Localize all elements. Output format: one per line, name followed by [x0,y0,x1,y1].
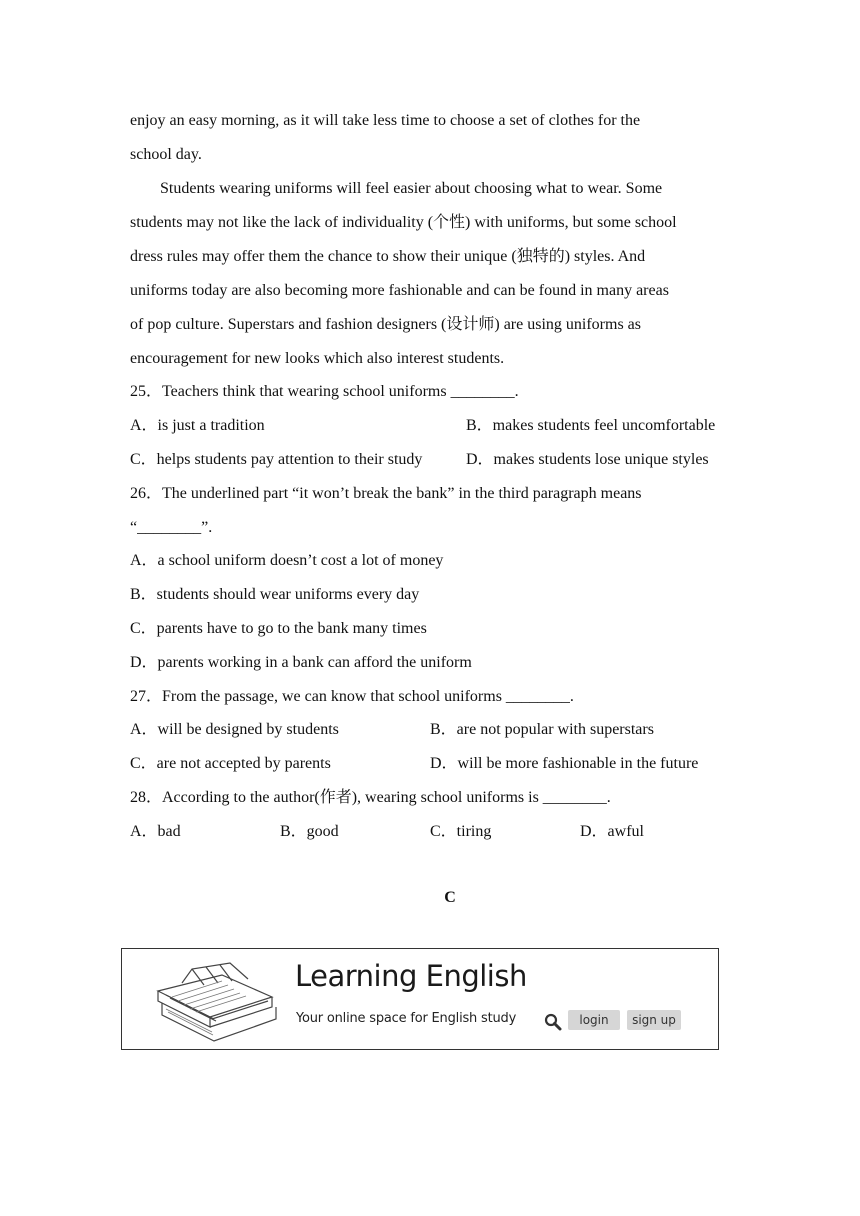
question-26-option-b: B．students should wear uniforms every day [130,586,420,603]
passage-line: Students wearing uniforms will feel easier about choosing what to wear. Some [160,180,663,197]
website-banner [121,948,719,1050]
question-26-stem-continued: “________”. [130,519,213,536]
passage-line: school day. [130,146,202,163]
passage-line: enjoy an easy morning, as it will take less time to choose a set of clothes for the [130,112,641,129]
question-28-option-b: B．good [280,823,339,840]
section-label: C [444,889,456,906]
question-28-option-d: D．awful [580,823,644,840]
question-25-option-a: A．is just a tradition [130,417,265,434]
passage-line: encouragement for new looks which also interest students. [130,350,505,367]
question-26-option-c: C．parents have to go to the bank many times [130,620,427,637]
question-26-option-d: D．parents working in a bank can afford the uniform [130,654,472,671]
question-27-stem: 27．From the passage, we can know that school uniforms ________. [130,688,574,705]
question-25-option-d: D．makes students lose unique styles [466,451,709,468]
banner-subtitle: Your online space for English study [296,1011,517,1026]
question-27-option-b: B．are not popular with superstars [430,721,654,738]
question-25-option-b: B．makes students feel uncomfortable [466,417,716,434]
question-25-option-c: C．helps students pay attention to their study [130,451,423,468]
passage-line: uniforms today are also becoming more fashionable and can be found in many areas [130,282,669,299]
passage-line: dress rules may offer them the chance to show their unique (独特的) styles. And [130,248,646,265]
question-25-stem: 25．Teachers think that wearing school uniforms ________. [130,383,519,400]
passage-line: of pop culture. Superstars and fashion designers (设计师) are using uniforms as [130,316,642,333]
books-illustration [152,961,292,1046]
question-26-stem: 26．The underlined part “it won’t break the bank” in the third paragraph means [130,485,642,502]
question-28-stem: 28．According to the author(作者), wearing school uniforms is ________. [130,789,611,806]
search-icon[interactable] [543,1012,563,1032]
question-27-option-c: C．are not accepted by parents [130,755,331,772]
sign-up-button[interactable]: sign up [627,1010,681,1030]
question-27-option-a: A．will be designed by students [130,721,339,738]
banner-title: Learning English [295,959,527,993]
passage-line: students may not like the lack of individuality (个性) with uniforms, but some school [130,214,677,231]
login-button[interactable]: login [568,1010,620,1030]
question-27-option-d: D．will be more fashionable in the future [430,755,699,772]
question-28-option-a: A．bad [130,823,181,840]
question-28-option-c: C．tiring [430,823,492,840]
question-26-option-a: A．a school uniform doesn’t cost a lot of money [130,552,444,569]
